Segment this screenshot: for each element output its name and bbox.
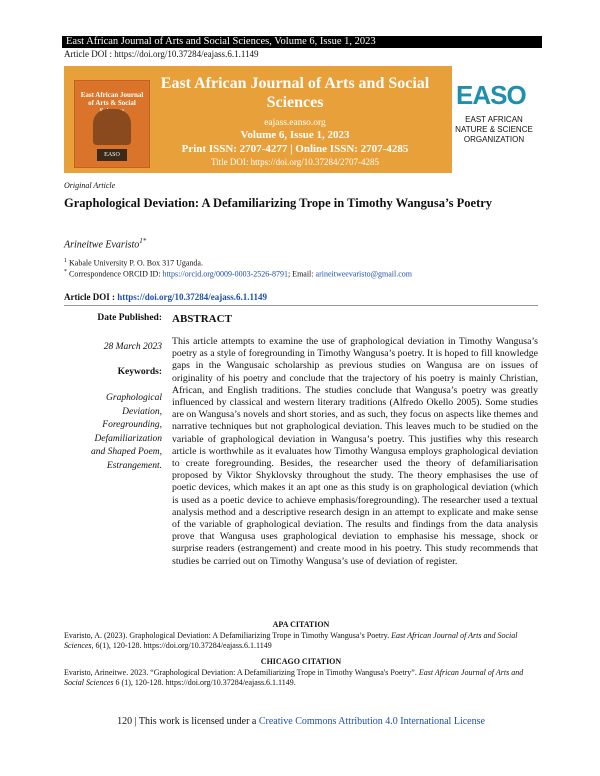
article-type: Original Article [64,181,116,190]
date-published: 28 March 2023 [103,342,162,352]
affiliation-text: Kabale University P. O. Box 317 Uganda. [69,258,203,268]
correspondence-sup: * [64,269,67,275]
cover-figure [93,109,131,145]
doi-link[interactable]: https://doi.org/10.37284/eajass.6.1.1149 [117,292,267,302]
apa-journal: East African Journal of Arts and Social Sciences [64,631,518,650]
apa-main: Evaristo, A. (2023). Graphological Deviation: A Defamiliarizing Trope in Timothy Wangusa’s Poetry. [64,631,392,640]
license-text: | This work is licensed under a [132,716,259,727]
cover-title: East African Journal of Arts & Social [80,91,144,107]
article-doi [64,292,267,302]
page-number: 120 [117,716,133,727]
keyword: Estrangement. [106,460,162,471]
keyword: and Shaped Poem, [91,447,162,457]
journal-title-doi[interactable]: Title DOI: https://doi.org/10.37284/2707-4285 [210,157,379,167]
keywords-list [66,392,162,473]
affiliation [64,258,203,268]
divider [64,305,538,306]
journal-issn: Print ISSN: 2707-4277 | Online ISSN: 2707-4285 [181,143,409,155]
keyword: Foregrounding, [102,420,162,430]
cover-logo: EASO [97,149,127,161]
easo-logo: EASO [456,80,526,110]
chicago-tail: 6 (1), 120-128. https://doi.org/10.37284/eajass.6.1.1149. [113,678,296,687]
abstract-heading: ABSTRACT [172,313,232,325]
apa-tail: , 6(1), 120-128. https://doi.org/10.37284/eajass.6.1.1149 [91,641,272,650]
orcid-link[interactable]: https://orcid.org/0009-0003-2526-8791 [162,269,288,279]
footer [64,716,538,727]
author-text: Arineitwe Evaristo [64,239,140,251]
correspondence [64,269,412,279]
keywords-label: Keywords: [117,367,162,377]
email-prefix: ; Email: [287,269,316,279]
correspondence-prefix: Correspondence ORCID ID: [69,269,163,279]
journal-url[interactable]: eajass.eanso.org [264,118,326,128]
keyword: Graphological [106,393,162,403]
chicago-main: Evaristo, Arineitwe. 2023. “Graphological Deviation: A Defamiliarizing Trope in Timothy Wangusa's Poetry”. [64,668,419,677]
email-link[interactable]: arineitweevaristo@gmail.com [315,269,412,279]
doi-label: Article DOI : [64,292,118,302]
author-name [64,237,146,250]
running-doi: Article DOI : https://doi.org/10.37284/eajass.6.1.1149 [64,49,259,59]
apa-citation [64,631,538,651]
article-title: Graphological Deviation: A Defamiliarizing Trope in Timothy Wangusa’s Poetry [64,196,493,210]
journal-title: East African Journal of Arts and Social Sciences [160,75,430,111]
keyword: Deviation, [122,406,162,417]
date-published-label: Date Published: [97,313,162,323]
abstract-body: This article attempts to examine the use of graphological deviation in Timothy Wangusa’s poetry as a style of foregrounding in Timothy Wangusa’s poetry. It is hoped to fill knowledge gaps in the Wangusaic scholarship as previous studies on Wangusa are on issues of originality of his poetry and conclude that the trajectory of his poetry is mainly Christian, African, and English traditions. The studies conclude that Wangusa’s poetry was greatly influenced by classical and western literary traditions (Alfredo Okello 2005). Some studies are on Wangusa’s novels and short stories, and as such, they focus on aspects like themes and narrative techniques but not graphological deviation. This leaves much to be studied on the variable of graphological deviation in Wangusa’s poetry. This justifies why this research article is worthwhile as it evaluates how Timothy Wangusa employs graphological deviation to create foregrounding. Besides, the researcher used the theory of defamiliarisation proposed by Viktor Shyklovsky throughout the study. The theory emphasises the use of poetic devices, which makes it an apt one as this study is on graphological deviation (which is used as a poetic device to achieve emphasis/foregrounding). The researcher used a textual analysis method and a descriptive research design in an attempt to explicate and make sense of the variable of graphological deviation. The results and findings from the data analysis prove that Wangusa uses graphological deviation to emphasise his message, shock or surprise readers (estrangement) and create mood in his poetry. This study recommends that studies be carried out on Timothy Wangusa’s use of deviation of register. [172,336,538,567]
running-head: East African Journal of Arts and Social Sciences, Volume 6, Issue 1, 2023 [62,36,542,48]
keyword: Defamiliarization [94,433,162,444]
author-sup: 1* [139,237,147,245]
license-link[interactable]: Creative Commons Attribution 4.0 International License [258,716,485,727]
chicago-heading: CHICAGO CITATION [260,657,342,666]
journal-volume: Volume 6, Issue 1, 2023 [240,129,350,141]
chicago-journal: East African Journal of Arts and Social Sciences [64,668,524,687]
chicago-citation [64,668,538,688]
org-name: EAST AFRICAN NATURE & SCIENCE ORGANIZATION [455,115,533,144]
apa-heading: APA CITATION [272,620,330,629]
journal-cover-image [74,80,150,168]
affiliation-sup: 1 [64,258,67,264]
